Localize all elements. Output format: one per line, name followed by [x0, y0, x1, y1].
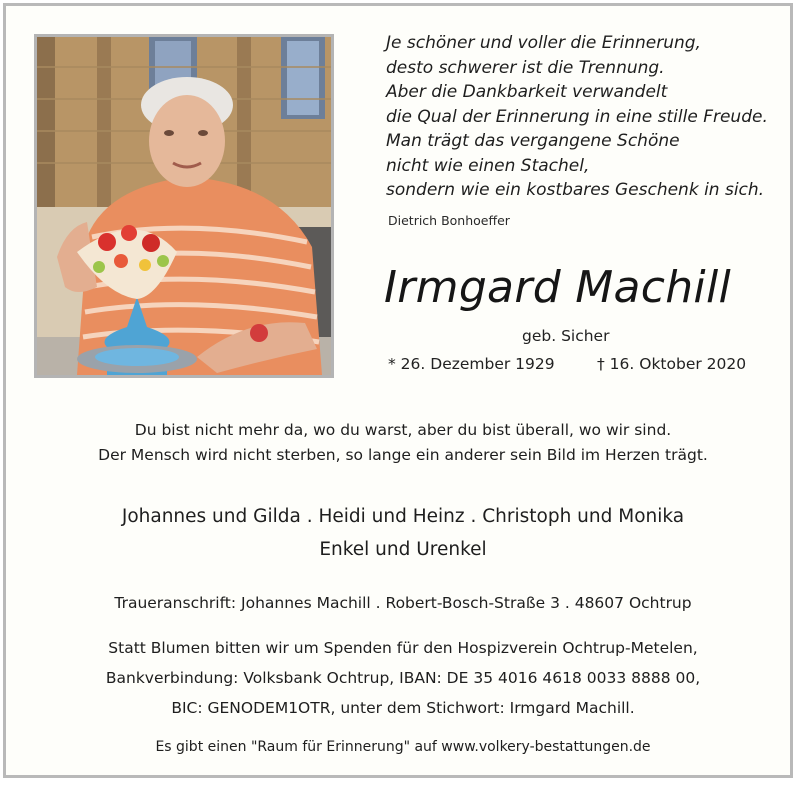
poem-line: nicht wie einen Stachel, [386, 155, 590, 176]
poem-line: Je schöner und voller die Erinnerung, [386, 33, 701, 53]
poem-line: die Qual der Erinnerung in eine stille Freude. [386, 106, 768, 127]
donation-line: Statt Blumen bitten wir um Spenden für den Hospizverein Ochtrup-Metelen, [108, 639, 698, 657]
maiden-name: geb. Sicher [522, 327, 610, 345]
mourners-line: Johannes und Gilda . Heidi und Heinz . Christoph und Monika [121, 506, 685, 527]
poem-line: Aber die Dankbarkeit verwandelt [386, 82, 668, 102]
mourners [6, 500, 800, 566]
portrait-photo [34, 34, 334, 378]
death-date: † 16. Oktober 2020 [597, 355, 747, 373]
memorial-quote [6, 418, 800, 468]
poem-line: desto schwerer ist die Trennung. [386, 57, 665, 78]
poem-line: Man trägt das vergangene Schöne [386, 131, 680, 151]
mourners-line: Enkel und Urenkel [319, 539, 487, 560]
mourning-address: Traueranschrift: Johannes Machill . Robert-Bosch-Straße 3 . 48607 Ochtrup [114, 594, 692, 612]
poem-line: sondern wie ein kostbares Geschenk in sich. [386, 180, 765, 200]
poem [386, 31, 776, 203]
donation-line: BIC: GENODEM1OTR, unter dem Stichwort: Irmgard Machill. [171, 699, 635, 717]
quote-line: Der Mensch wird nicht sterben, so lange ein anderer sein Bild im Herzen trägt. [98, 446, 708, 464]
memorial-website-note: Es gibt einen "Raum für Erinnerung" auf www.volkery-bestattungen.de [155, 739, 651, 755]
quote-line: Du bist nicht mehr da, wo du warst, aber du bist überall, wo wir sind. [134, 421, 672, 439]
birth-date: * 26. Dezember 1929 [388, 355, 555, 373]
donation-line: Bankverbindung: Volksbank Ochtrup, IBAN: DE 35 4016 4618 0033 8888 00, [105, 669, 701, 687]
poem-author: Dietrich Bonhoeffer [388, 213, 510, 228]
deceased-name: Irmgard Machill [384, 262, 732, 313]
donation-note [6, 633, 800, 723]
obituary-card [3, 3, 793, 778]
portrait-photo-illustration [37, 37, 331, 375]
